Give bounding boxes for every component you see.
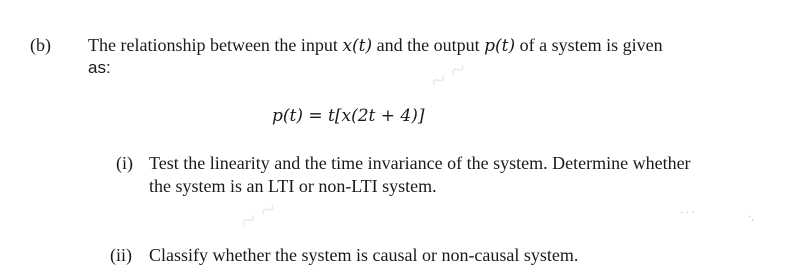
subquestion-ii-line1: Classify whether the system is causal or non-causal system. [149,245,579,265]
stem-text: of a system is given [515,35,663,55]
stem-text: and the output [372,35,485,55]
question-stem-line1 [88,34,663,57]
part-label: (b) [30,35,51,55]
watermark-mark-bottom: ~ ~ [234,193,283,238]
subquestion-label-ii: (ii) [110,245,132,265]
input-variable: x(t) [342,36,373,56]
subquestion-label-i: (i) [116,153,133,173]
scan-speck: ·, [748,212,754,223]
stem-text: The relationship between the input [88,35,343,55]
output-variable: p(t) [484,36,516,56]
subquestion-i-line2: the system is an LTI or non-LTI system. [149,176,437,196]
scan-speck: · · · [680,208,695,219]
watermark-mark-top: ~ ~ [424,53,473,98]
subquestion-i-line1: Test the linearity and the time invariance of the system. Determine whether [149,153,691,173]
question-stem-line2: as: [88,58,111,77]
system-equation: p(t) = t[x(2t + 4)] [272,106,425,126]
